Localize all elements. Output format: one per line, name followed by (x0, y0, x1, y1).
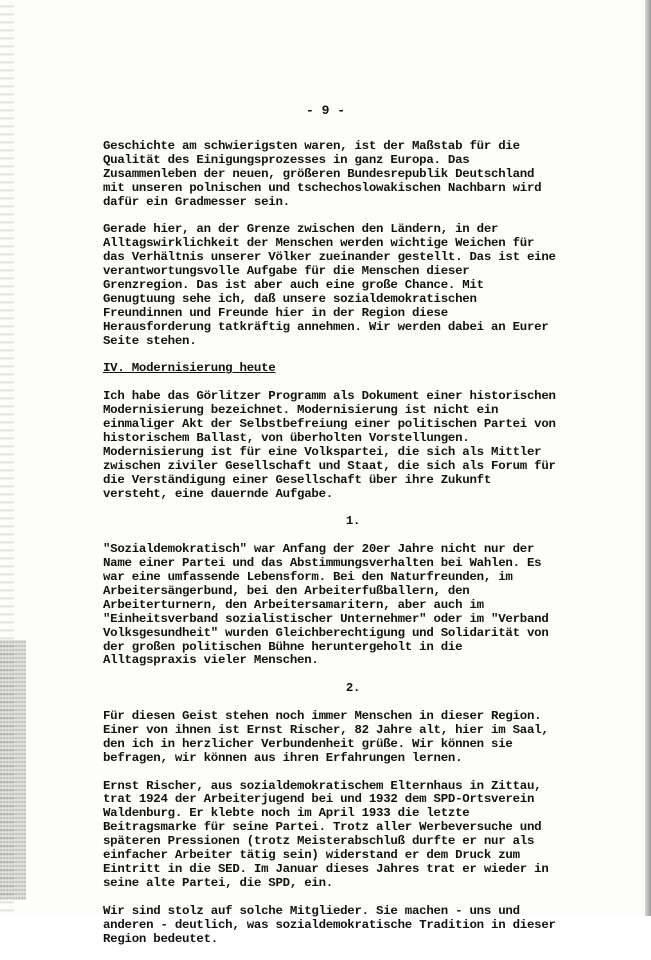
body-text (103, 140, 573, 960)
page-number: - 9 - (305, 103, 345, 118)
paragraph-4: "Sozialdemokratisch" war Anfang der 20er Jahre nicht nur der Name einer Partei und das Abstimmungsverhalten bei Wahlen. Es war eine umfassende Lebensform. Bei den Naturfreunden, im Arbeitersängerbund, bei den Arbeiterfußballern, den Arbeiterturnern, den Arbeitersamaritern, aber auch im "Einheitsverband sozialistischer Unternehmer" oder im "Verband Volksgesundheit" wurden Gleichberechtigung und Solidarität von der großen politischen Bühne heruntergeholt in die Alltagspraxis vieler Menschen. (103, 542, 549, 668)
section-number-2: 2. (345, 681, 361, 696)
scan-edge-right (645, 0, 651, 916)
section-heading: IV. Modernisierung heute (103, 361, 276, 376)
section-number-1: 1. (345, 514, 361, 529)
paragraph-7: Wir sind stolz auf solche Mitglieder. Sie machen - uns und anderen - deutlich, was sozialdemokratische Tradition in dieser Region bedeutet. (103, 903, 556, 946)
paragraph-2: Gerade hier, an der Grenze zwischen den Ländern, in der Alltagswirklichkeit der Menschen werden wichtige Weichen für das Verhältnis unserer Völker zueinander gestellt. Das ist eine verantwortungsvolle Aufgabe für die Menschen dieser Grenzregion. Das ist aber auch eine große Chance. Mit Genugtuung sehe ich, daß unsere sozialdemokratischen Freundinnen und Freunde hier in der Region diese Herausforderung tatkräftig annehmen. Wir werden dabei an Eurer Seite stehen. (103, 222, 556, 348)
scan-noise-left (0, 640, 26, 900)
paragraph-3: Ich habe das Görlitzer Programm als Dokument einer historischen Modernisierung bezeichnet. Modernisierung ist nicht ein einmaliger Akt der Selbstbefreiung einer politischen Partei von historischem Ballast, von überholten Vorstellungen. Modernisierung ist für eine Volkspartei, die sich als Mittler zwischen ziviler Gesellschaft und Staat, die sich als Forum für die Verständigung einer Gesellschaft über ihre Zukunft versteht, eine dauernde Aufgabe. (103, 389, 556, 501)
paragraph-6: Ernst Rischer, aus sozialdemokratischem Elternhaus in Zittau, trat 1924 der Arbeiterjugend bei und 1932 dem SPD-Ortsverein Waldenburg. Er klebte noch im April 1933 die letzte Beitragsmarke für seine Partei. Trotz aller Werbeversuche und späteren Pressionen (trotz Meisterabschluß durfte er nur als einfacher Arbeiter tätig sein) widerstand er dem Druck zum Eintritt in die SED. Im Januar dieses Jahres trat er wieder in seine alte Partei, die SPD, ein. (103, 778, 549, 890)
paragraph-1: Geschichte am schwierigsten waren, ist der Maßstab für die Qualität des Einigungsprozesses in ganz Europa. Das Zusammenleben der neuen, größeren Bundesrepublik Deutschland mit unseren polnischen und tschechoslowakischen Nachbarn wird dafür ein Gradmesser sein. (103, 139, 542, 209)
paragraph-5: Für diesen Geist stehen noch immer Menschen in dieser Region. Einer von ihnen ist Ernst Rischer, 82 Jahre alt, hier im Saal, den ich in herzlicher Verbundenheit grüße. Wir können sie befragen, wir können aus ihren Erfahrungen lernen. (103, 709, 549, 765)
